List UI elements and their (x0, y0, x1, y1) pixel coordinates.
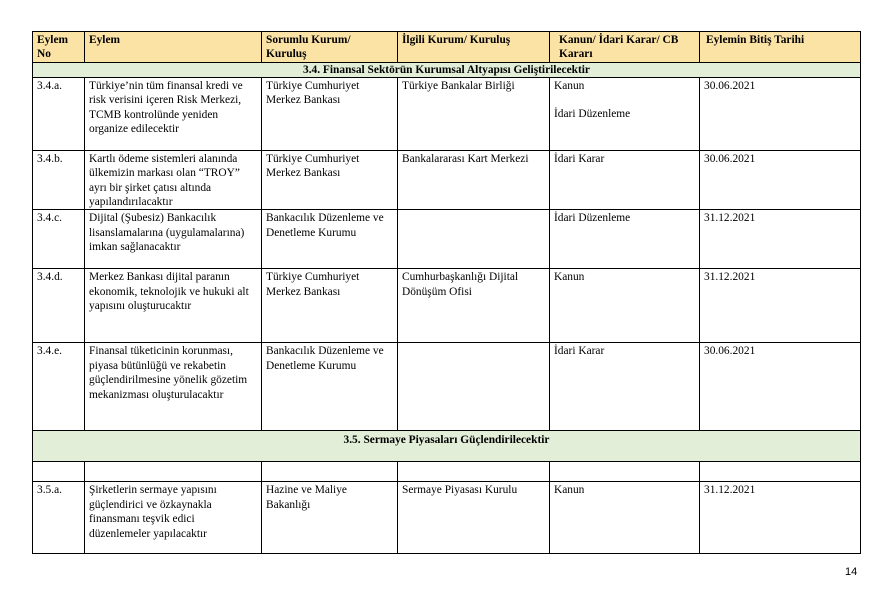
action-plan-table (32, 31, 861, 554)
header-date: Eylemin Bitiş Tarihi (700, 32, 861, 63)
header-responsible: Sorumlu Kurum/ Kuruluş (262, 32, 398, 63)
action-number: 3.4.e. (33, 343, 85, 431)
responsible-institution: Bankacılık Düzenleme ve Denetleme Kurumu (262, 343, 398, 431)
action-text: Finansal tüketicinin korunması, piyasa bütünlüğü ve rekabetin güçlendirilmesine yönelik gözetim mekanizması oluşturulacaktır (85, 343, 262, 431)
table-row (33, 269, 861, 343)
legal-basis-line: Kanun (554, 79, 585, 92)
header-no: Eylem No (33, 32, 85, 63)
legal-basis (550, 77, 700, 150)
end-date: 30.06.2021 (700, 150, 861, 210)
table-row (33, 210, 861, 269)
action-text: Türkiye’nin tüm finansal kredi ve risk verisini içeren Risk Merkezi, TCMB kontrolünde yeniden organize edilecektir (85, 77, 262, 150)
section-row (33, 431, 861, 462)
action-text: Kartlı ödeme sistemleri alanında ülkemizin markası olan “TROY” ayrı bir şirket çatısı altında yapılandırılacaktır (85, 150, 262, 210)
legal-basis: Kanun (550, 269, 700, 343)
section-title: 3.4. Finansal Sektörün Kurumsal Altyapısı Geliştirilecektir (33, 62, 861, 77)
action-text: Şirketlerin sermaye yapısını güçlendirici ve özkaynakla finansmanı teşvik edici düzenlemeler yapılacaktır (85, 482, 262, 554)
action-number: 3.4.b. (33, 150, 85, 210)
table-row (33, 482, 861, 554)
legal-basis: İdari Karar (550, 150, 700, 210)
legal-basis: İdari Düzenleme (550, 210, 700, 269)
responsible-institution: Türkiye Cumhuriyet Merkez Bankası (262, 269, 398, 343)
table-header-row (33, 32, 861, 63)
action-number: 3.5.a. (33, 482, 85, 554)
action-number: 3.4.c. (33, 210, 85, 269)
header-related: İlgili Kurum/ Kuruluş (398, 32, 550, 63)
section-title: 3.5. Sermaye Piyasaları Güçlendirilecektir (33, 431, 861, 462)
related-institution (398, 210, 550, 269)
end-date: 30.06.2021 (700, 77, 861, 150)
responsible-institution: Türkiye Cumhuriyet Merkez Bankası (262, 150, 398, 210)
responsible-institution: Türkiye Cumhuriyet Merkez Bankası (262, 77, 398, 150)
table-row (33, 77, 861, 150)
related-institution: Türkiye Bankalar Birliği (398, 77, 550, 150)
header-law: Kanun/ İdari Karar/ CB Kararı (550, 32, 700, 63)
legal-basis: İdari Karar (550, 343, 700, 431)
action-text: Dijital (Şubesiz) Bankacılık lisanslamalarına (uygulamalarına) imkan sağlanacaktır (85, 210, 262, 269)
section-row (33, 62, 861, 77)
related-institution (398, 343, 550, 431)
legal-basis-line: İdari Düzenleme (554, 108, 631, 121)
end-date: 31.12.2021 (700, 269, 861, 343)
related-institution: Bankalararası Kart Merkezi (398, 150, 550, 210)
legal-basis: Kanun (550, 482, 700, 554)
header-action: Eylem (85, 32, 262, 63)
related-institution: Cumhurbaşkanlığı Dijital Dönüşüm Ofisi (398, 269, 550, 343)
end-date: 30.06.2021 (700, 343, 861, 431)
table-row (33, 150, 861, 210)
action-number: 3.4.d. (33, 269, 85, 343)
responsible-institution: Bankacılık Düzenleme ve Denetleme Kurumu (262, 210, 398, 269)
table-row (33, 343, 861, 431)
action-number: 3.4.a. (33, 77, 85, 150)
spacer-row (33, 462, 861, 482)
page-number: 14 (845, 566, 858, 578)
related-institution: Sermaye Piyasası Kurulu (398, 482, 550, 554)
end-date: 31.12.2021 (700, 482, 861, 554)
responsible-institution: Hazine ve Maliye Bakanlığı (262, 482, 398, 554)
action-text: Merkez Bankası dijital paranın ekonomik, teknolojik ve hukuki alt yapısını oluşturucaktır (85, 269, 262, 343)
end-date: 31.12.2021 (700, 210, 861, 269)
